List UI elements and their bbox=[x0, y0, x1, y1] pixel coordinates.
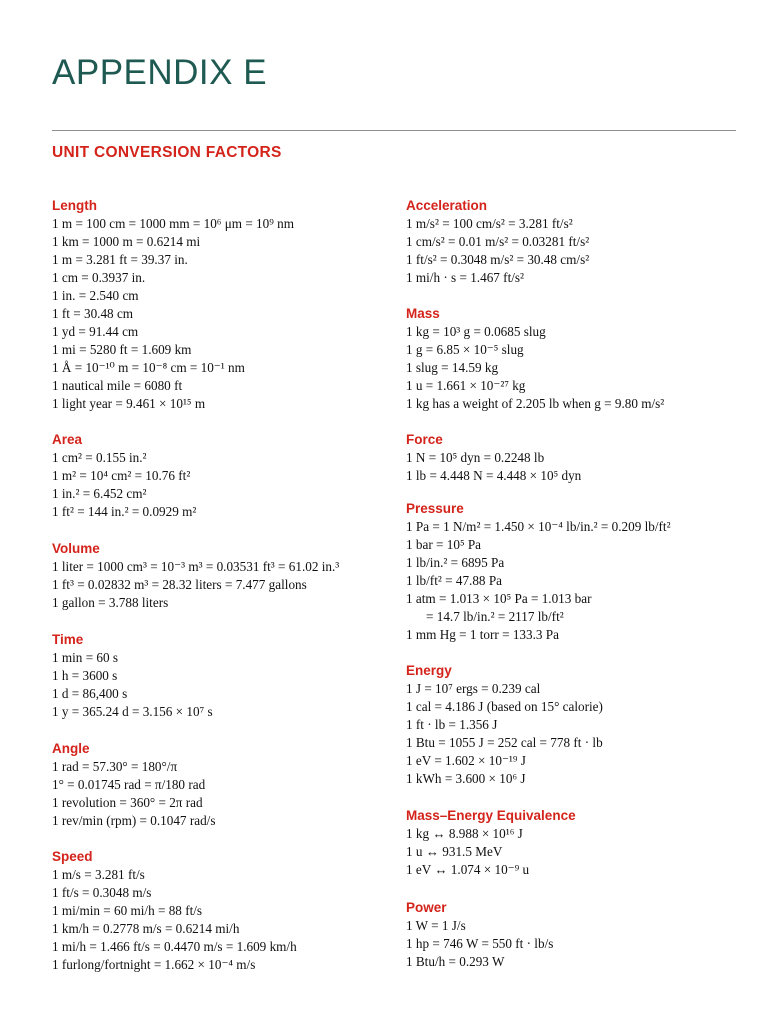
conversion-line: 1 u ↔ 931.5 MeV bbox=[406, 844, 503, 859]
conversion-line: 1 mi/min = 60 mi/h = 88 ft/s bbox=[52, 903, 203, 918]
conversion-line: 1 J = 10⁷ ergs = 0.239 cal bbox=[406, 681, 541, 696]
conversion-list bbox=[406, 449, 746, 485]
group-length bbox=[52, 196, 397, 413]
conversion-line: 1 Btu/h = 0.293 W bbox=[406, 954, 505, 969]
conversion-line: 1 ft² = 144 in.² = 0.0929 m² bbox=[52, 504, 197, 519]
conversion-line: 1 cm = 0.3937 in. bbox=[52, 270, 146, 285]
conversion-line: 1 m = 100 cm = 1000 mm = 10⁶ μm = 10⁹ nm bbox=[52, 216, 294, 231]
conversion-line: 1 ft/s = 0.3048 m/s bbox=[52, 885, 152, 900]
conversion-list bbox=[52, 866, 397, 974]
conversion-line: 1 ft = 30.48 cm bbox=[52, 306, 134, 321]
conversion-line: 1 cm² = 0.155 in.² bbox=[52, 450, 147, 465]
conversion-line: 1 eV = 1.602 × 10⁻¹⁹ J bbox=[406, 753, 526, 768]
conversion-line: 1 gallon = 3.788 liters bbox=[52, 595, 169, 610]
conversion-line: 1 cal = 4.186 J (based on 15° calorie) bbox=[406, 699, 603, 714]
conversion-line: 1 kg = 10³ g = 0.0685 slug bbox=[406, 324, 546, 339]
group-mass-energy-equivalence bbox=[406, 806, 746, 879]
group-title-mass: Mass bbox=[406, 306, 440, 321]
conversion-line: 1 lb/ft² = 47.88 Pa bbox=[406, 573, 503, 588]
conversion-line: 1° = 0.01745 rad = π/180 rad bbox=[52, 777, 206, 792]
conversion-line: 1 rad = 57.30° = 180°/π bbox=[52, 759, 178, 774]
group-energy bbox=[406, 661, 746, 788]
conversion-line: 1 mm Hg = 1 torr = 133.3 Pa bbox=[406, 627, 559, 642]
left-column bbox=[52, 196, 397, 974]
conversion-line: 1 ft³ = 0.02832 m³ = 28.32 liters = 7.477 gallons bbox=[52, 577, 307, 592]
conversion-line: 1 nautical mile = 6080 ft bbox=[52, 378, 183, 393]
conversion-line: 1 lb = 4.448 N = 4.448 × 10⁵ dyn bbox=[406, 468, 582, 483]
conversion-line: 1 u = 1.661 × 10⁻²⁷ kg bbox=[406, 378, 526, 393]
group-title-power: Power bbox=[406, 900, 447, 915]
appendix-title: APPENDIX E bbox=[52, 53, 268, 92]
conversion-line: 1 yd = 91.44 cm bbox=[52, 324, 139, 339]
group-volume bbox=[52, 539, 397, 612]
group-force bbox=[406, 430, 746, 485]
conversion-line: 1 Pa = 1 N/m² = 1.450 × 10⁻⁴ lb/in.² = 0.209 lb/ft² bbox=[406, 519, 671, 534]
conversion-line: 1 m = 3.281 ft = 39.37 in. bbox=[52, 252, 188, 267]
conversion-line: 1 revolution = 360° = 2π rad bbox=[52, 795, 203, 810]
conversion-line: 1 W = 1 J/s bbox=[406, 918, 466, 933]
conversion-line: 1 hp = 746 W = 550 ft · lb/s bbox=[406, 936, 554, 951]
conversion-line: 1 liter = 1000 cm³ = 10⁻³ m³ = 0.03531 ft³ = 61.02 in.³ bbox=[52, 559, 340, 574]
group-title-volume: Volume bbox=[52, 541, 100, 556]
conversion-list bbox=[52, 215, 397, 413]
group-title-time: Time bbox=[52, 632, 84, 647]
conversion-line: 1 slug = 14.59 kg bbox=[406, 360, 499, 375]
group-acceleration bbox=[406, 196, 746, 287]
conversion-line: 1 in. = 2.540 cm bbox=[52, 288, 139, 303]
conversion-line: 1 kg has a weight of 2.205 lb when g = 9.80 m/s² bbox=[406, 396, 665, 411]
conversion-list bbox=[406, 323, 746, 413]
conversion-line: 1 ft/s² = 0.3048 m/s² = 30.48 cm/s² bbox=[406, 252, 590, 267]
conversion-line: 1 furlong/fortnight = 1.662 × 10⁻⁴ m/s bbox=[52, 957, 256, 972]
conversion-line: 1 mi = 5280 ft = 1.609 km bbox=[52, 342, 192, 357]
conversion-line: 1 N = 10⁵ dyn = 0.2248 lb bbox=[406, 450, 545, 465]
conversion-line: 1 kg ↔ 8.988 × 10¹⁶ J bbox=[406, 826, 523, 841]
conversion-line: 1 d = 86,400 s bbox=[52, 686, 128, 701]
conversion-line: 1 atm = 1.013 × 10⁵ Pa = 1.013 bar bbox=[406, 591, 592, 606]
conversion-list bbox=[52, 449, 397, 521]
conversion-list bbox=[406, 680, 746, 788]
group-time bbox=[52, 630, 397, 721]
conversion-line: 1 m/s = 3.281 ft/s bbox=[52, 867, 145, 882]
group-angle bbox=[52, 739, 397, 830]
conversion-line: 1 Å = 10⁻¹⁰ m = 10⁻⁸ cm = 10⁻¹ nm bbox=[52, 360, 245, 375]
group-title-length: Length bbox=[52, 198, 97, 213]
group-title-pressure: Pressure bbox=[406, 501, 464, 516]
group-mass bbox=[406, 304, 746, 413]
conversion-line: 1 light year = 9.461 × 10¹⁵ m bbox=[52, 396, 206, 411]
conversion-line: 1 lb/in.² = 6895 Pa bbox=[406, 555, 505, 570]
group-title-speed: Speed bbox=[52, 849, 93, 864]
group-area bbox=[52, 430, 397, 521]
conversion-line: 1 km = 1000 m = 0.6214 mi bbox=[52, 234, 201, 249]
conversion-line: 1 cm/s² = 0.01 m/s² = 0.03281 ft/s² bbox=[406, 234, 590, 249]
conversion-line: 1 h = 3600 s bbox=[52, 668, 118, 683]
conversion-line: 1 kWh = 3.600 × 10⁶ J bbox=[406, 771, 526, 786]
group-title-force: Force bbox=[406, 432, 443, 447]
conversion-line: 1 in.² = 6.452 cm² bbox=[52, 486, 147, 501]
conversion-line: 1 y = 365.24 d = 3.156 × 10⁷ s bbox=[52, 704, 213, 719]
group-speed bbox=[52, 847, 397, 974]
conversion-line: 1 Btu = 1055 J = 252 cal = 778 ft · lb bbox=[406, 735, 603, 750]
conversion-line: 1 mi/h · s = 1.467 ft/s² bbox=[406, 270, 524, 285]
conversion-list bbox=[406, 825, 746, 879]
group-pressure bbox=[406, 499, 746, 644]
conversion-line: = 14.7 lb/in.² = 2117 lb/ft² bbox=[426, 609, 564, 624]
conversion-line: 1 mi/h = 1.466 ft/s = 0.4470 m/s = 1.609 km/h bbox=[52, 939, 297, 954]
group-title-energy: Energy bbox=[406, 663, 452, 678]
group-title-area: Area bbox=[52, 432, 83, 447]
conversion-line: 1 eV ↔ 1.074 × 10⁻⁹ u bbox=[406, 862, 530, 877]
group-title-angle: Angle bbox=[52, 741, 90, 756]
conversion-line: 1 km/h = 0.2778 m/s = 0.6214 mi/h bbox=[52, 921, 240, 936]
conversion-list bbox=[406, 917, 746, 971]
conversion-list bbox=[52, 649, 397, 721]
conversion-line: 1 ft · lb = 1.356 J bbox=[406, 717, 498, 732]
group-title-acceleration: Acceleration bbox=[406, 198, 488, 213]
group-title-mass-energy-equivalence: Mass–Energy Equivalence bbox=[406, 808, 576, 823]
conversion-line: 1 m² = 10⁴ cm² = 10.76 ft² bbox=[52, 468, 191, 483]
conversion-line: 1 bar = 10⁵ Pa bbox=[406, 537, 482, 552]
group-power bbox=[406, 898, 746, 971]
title-divider bbox=[52, 130, 736, 131]
conversion-line: 1 rev/min (rpm) = 0.1047 rad/s bbox=[52, 813, 216, 828]
conversion-line: 1 g = 6.85 × 10⁻⁵ slug bbox=[406, 342, 524, 357]
conversion-list bbox=[406, 215, 746, 287]
section-title: UNIT CONVERSION FACTORS bbox=[52, 144, 282, 161]
conversion-list bbox=[406, 518, 746, 644]
conversion-line: 1 min = 60 s bbox=[52, 650, 119, 665]
conversion-line: 1 m/s² = 100 cm/s² = 3.281 ft/s² bbox=[406, 216, 573, 231]
conversion-list bbox=[52, 758, 397, 830]
conversion-list bbox=[52, 558, 397, 612]
right-column bbox=[406, 196, 746, 971]
